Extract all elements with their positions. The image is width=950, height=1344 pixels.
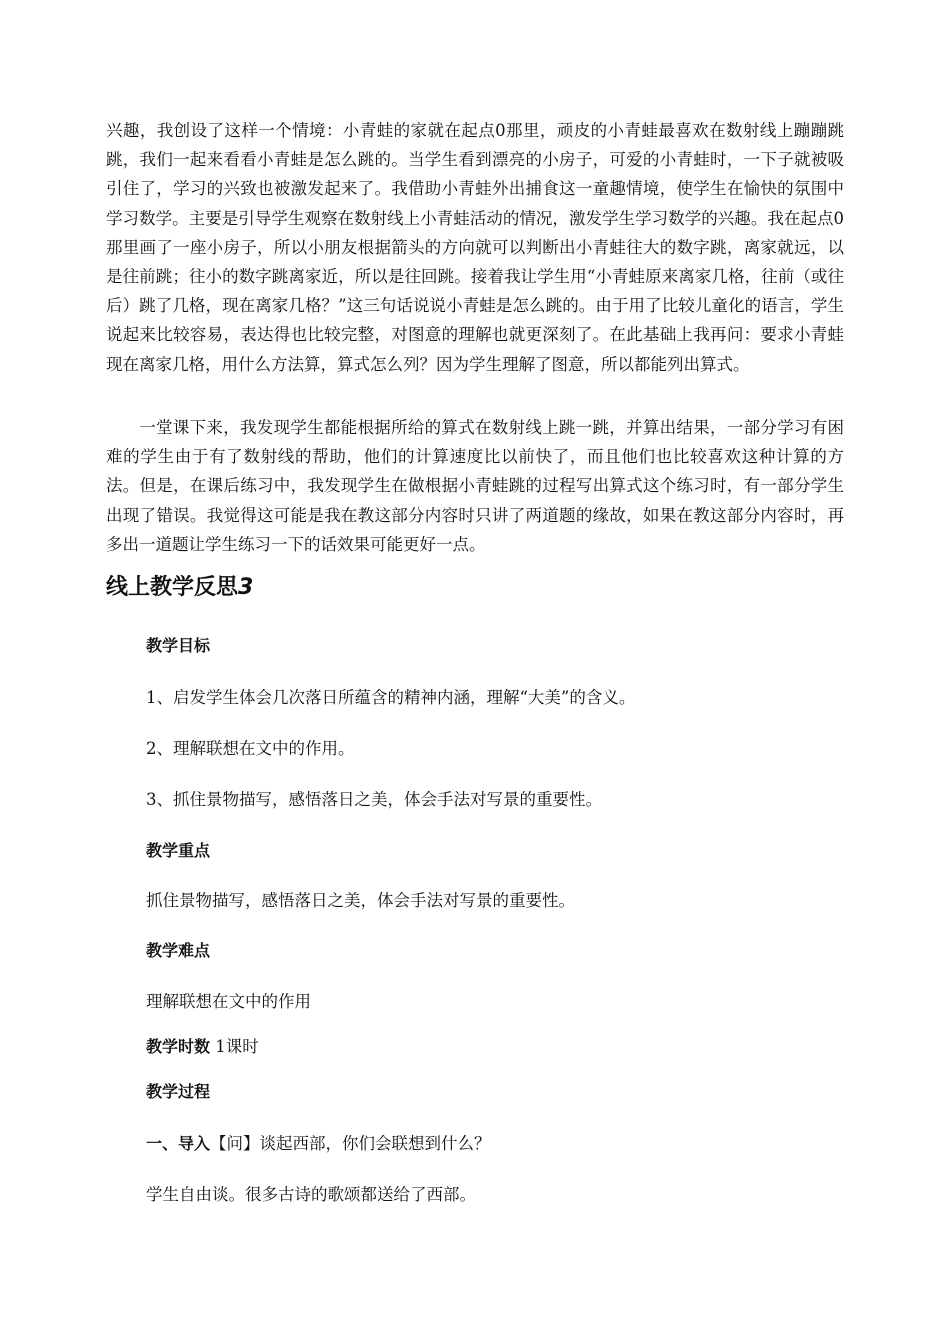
paragraph-2-text: 一堂课下来，我发现学生都能根据所给的算式在数射线上跳一跳，并算出结果，一部分学习有困难的学生由于有了数射线的帮助，他们的计算速度比以前快了，而且他们也比较喜欢这种计算的方法。但是，在课后练习中，我发现学生在做根据小青蛙跳的过程写出算式这个练习时，有一部分学生出现了错误。我觉得这可能是我在教这部分内容时只讲了两道题的缘故，如果在教这部分内容时，再多出一道题让学生练习一下的话效果可能更好一点。 (106, 418, 844, 554)
key-point-title: 教学重点 (146, 841, 211, 860)
paragraph-2 (106, 413, 844, 559)
section-heading (106, 571, 253, 605)
difficulty-text: 理解联想在文中的作用 (146, 992, 311, 1011)
objective-3: 3、抓住景物描写，感悟落日之美，体会手法对写景的重要性。 (146, 790, 602, 809)
objective-2: 2、理解联想在文中的作用。 (146, 739, 355, 758)
teaching-hours (146, 1035, 259, 1059)
process-title: 教学过程 (146, 1082, 211, 1101)
hours-title: 教学时数 (146, 1037, 211, 1056)
difficulty-title: 教学难点 (146, 941, 211, 960)
step-1-question: 【问】谈起西部，你们会联想到什么？ (210, 1134, 491, 1153)
section-heading-number: 3 (238, 575, 254, 600)
paragraph-1: 兴趣，我创设了这样一个情境：小青蛙的家就在起点0那里，顽皮的小青蛙最喜欢在数射线上蹦蹦跳跳，我们一起来看看小青蛙是怎么跳的。当学生看到漂亮的小房子，可爱的小青蛙时，一下子就被吸引住了，学习的兴致也被激发起来了。我借助小青蛙外出捕食这一童趣情境，使学生在愉快的氛围中学习数学。主要是引导学生观察在数射线上小青蛙活动的情况，激发学生学习数学的兴趣。我在起点0那里画了一座小房子，所以小朋友根据箭头的方向就可以判断出小青蛙往大的数字跳，离家就远，以是往前跳；往小的数字跳离家近，所以是往回跳。接着我让学生用“小青蛙原来离家几格，往前（或往后）跳了几格，现在离家几格？”这三句话说说小青蛙是怎么跳的。由于用了比较儿童化的语言，学生说起来比较容易，表达得也比较完整，对图意的理解也就更深刻了。在此基础上我再问：要求小青蛙现在离家几格，用什么方法算，算式怎么列？因为学生理解了图意，所以都能列出算式。 (106, 121, 844, 374)
step-1 (146, 1132, 491, 1156)
hours-value: 1课时 (215, 1037, 259, 1056)
step-1-title: 一、导入 (146, 1134, 211, 1153)
objectives-title: 教学目标 (146, 636, 211, 655)
step-1-answer: 学生自由谈。很多古诗的歌颂都送给了西部。 (146, 1185, 476, 1204)
objective-1: 1、启发学生体会几次落日所蕴含的精神内涵，理解“大美”的含义。 (146, 688, 636, 707)
key-point-text: 抓住景物描写，感悟落日之美，体会手法对写景的重要性。 (146, 891, 575, 910)
section-heading-text: 线上教学反思 (106, 575, 239, 600)
